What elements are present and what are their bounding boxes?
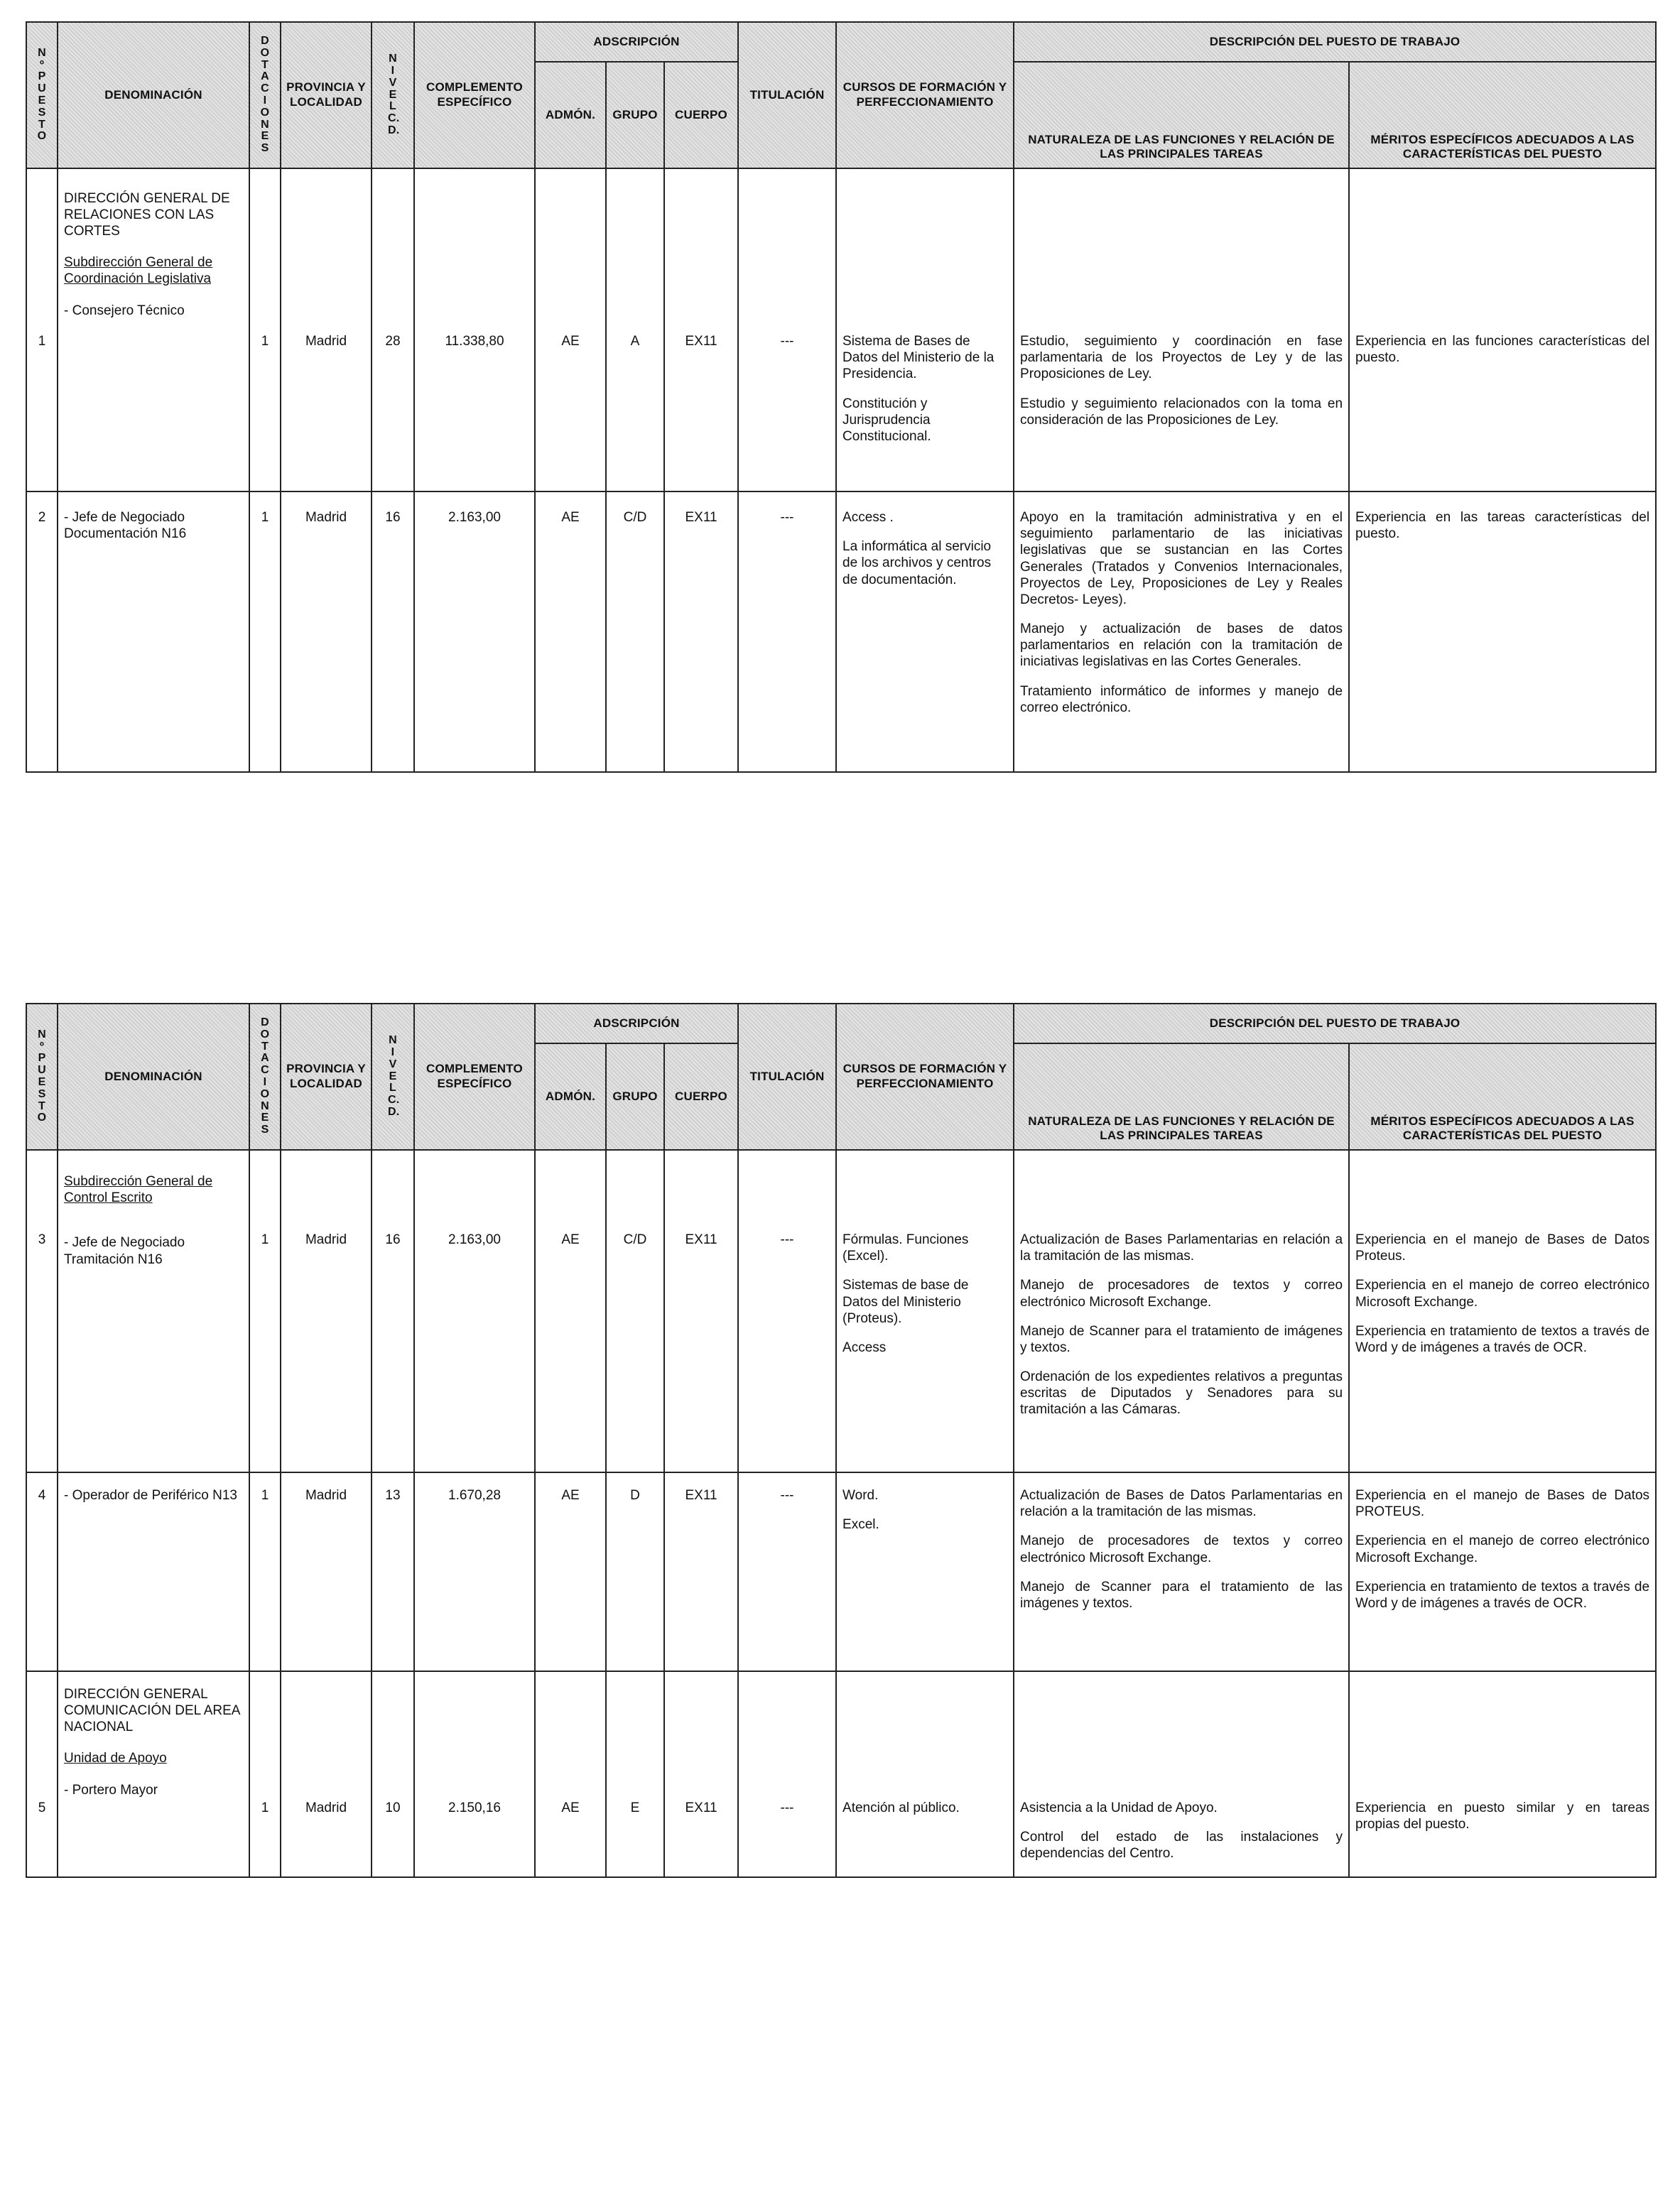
complemento-value: 11.338,80 — [445, 334, 504, 349]
curso-item: Sistemas de base de Datos del Ministerio (Proteus). — [842, 1278, 969, 1326]
header-provincia: PROVINCIA Y LOCALIDAD — [281, 1004, 372, 1150]
header-grupo: GRUPO — [606, 62, 664, 168]
naturaleza-item: Tratamiento informático de informes y manejo de correo electrónico. — [1020, 683, 1343, 715]
cuerpo-value: EX11 — [685, 1232, 717, 1247]
job-table-1 — [26, 21, 1657, 773]
table-row — [26, 168, 1656, 491]
curso-item: Excel. — [842, 1517, 879, 1533]
nivel-value: 13 — [385, 1488, 401, 1503]
nivel-value: 10 — [385, 1800, 401, 1815]
naturaleza-item: Control del estado de las instalaciones y dependencias del Centro. — [1020, 1830, 1343, 1862]
table-header — [26, 22, 1656, 168]
cuerpo-value: EX11 — [685, 1488, 717, 1503]
provincia-value: Madrid — [305, 334, 347, 349]
denominacion: - Operador de Periférico N13 — [64, 1488, 237, 1503]
meritos-item: Experiencia en el manejo de Bases de Datos Proteus. — [1355, 1232, 1650, 1264]
table-row — [26, 1472, 1656, 1671]
meritos-item: Experiencia en las tareas características del puesto. — [1355, 510, 1650, 542]
denominacion: - Jefe de Negociado Tramitación N16 — [64, 1235, 185, 1267]
naturaleza-item: Manejo de Scanner para el tratamiento de imágenes y textos. — [1020, 1323, 1343, 1355]
cuerpo-value: EX11 — [685, 1800, 717, 1815]
header-naturaleza: NATURALEZA DE LAS FUNCIONES Y RELACIÓN DE LAS PRINCIPALES TAREAS — [1014, 1043, 1349, 1150]
table-row — [26, 1671, 1656, 1877]
meritos-item: Experiencia en el manejo de Bases de Datos PROTEUS. — [1355, 1488, 1650, 1520]
header-cursos: CURSOS DE FORMACIÓN Y PERFECCIONAMIENTO — [836, 22, 1014, 168]
naturaleza-item: Actualización de Bases Parlamentarias en relación a la tramitación de las mismas. — [1020, 1232, 1343, 1264]
denominacion: - Consejero Técnico — [64, 303, 185, 318]
table-row — [26, 491, 1656, 772]
row-num: 5 — [38, 1800, 46, 1815]
admon-value: AE — [561, 510, 580, 525]
grupo-value: C/D — [623, 1232, 647, 1247]
unit-title: DIRECCIÓN GENERAL DE RELACIONES CON LAS CORTES — [64, 191, 230, 239]
header-denominacion: DENOMINACIÓN — [58, 1004, 249, 1150]
header-descripcion: DESCRIPCIÓN DEL PUESTO DE TRABAJO — [1014, 1004, 1656, 1043]
unit-title: DIRECCIÓN GENERAL COMUNICACIÓN DEL AREA NACIONAL — [64, 1687, 240, 1735]
complemento-value: 2.150,16 — [448, 1800, 501, 1815]
header-nivel: NIVEL C.D. — [372, 22, 414, 168]
titulacion-value: --- — [780, 510, 794, 525]
naturaleza-item: Asistencia a la Unidad de Apoyo. — [1020, 1800, 1218, 1815]
header-adscripcion: ADSCRIPCIÓN — [535, 1004, 738, 1043]
dotaciones-value: 1 — [261, 1232, 269, 1247]
header-complemento: COMPLEMENTO ESPECÍFICO — [414, 1004, 535, 1150]
table-row — [26, 1150, 1656, 1472]
cuerpo-value: EX11 — [685, 334, 717, 349]
naturaleza-item: Actualización de Bases de Datos Parlamentarias en relación a la tramitación de las mismas. — [1020, 1488, 1343, 1520]
header-titulacion: TITULACIÓN — [738, 22, 836, 168]
curso-item: Word. — [842, 1488, 879, 1503]
meritos-item: Experiencia en tratamiento de textos a través de Word y de imágenes a través de OCR. — [1355, 1579, 1650, 1611]
header-dotaciones: DOTACIONES — [249, 1004, 281, 1150]
provincia-value: Madrid — [305, 1488, 347, 1503]
header-meritos: MÉRITOS ESPECÍFICOS ADECUADOS A LAS CARACTERÍSTICAS DEL PUESTO — [1349, 1043, 1656, 1150]
header-meritos: MÉRITOS ESPECÍFICOS ADECUADOS A LAS CARACTERÍSTICAS DEL PUESTO — [1349, 62, 1656, 168]
curso-item: Constitución y Jurisprudencia Constitucional. — [842, 396, 931, 444]
provincia-value: Madrid — [305, 510, 347, 525]
header-nivel: NIVEL C.D. — [372, 1004, 414, 1150]
naturaleza-item: Manejo de procesadores de textos y correo electrónico Microsoft Exchange. — [1020, 1278, 1343, 1310]
admon-value: AE — [561, 1488, 580, 1503]
row-num: 4 — [38, 1488, 46, 1503]
curso-item: Fórmulas. Funciones (Excel). — [842, 1232, 969, 1264]
meritos-item: Experiencia en puesto similar y en tareas propias del puesto. — [1355, 1800, 1650, 1832]
complemento-value: 2.163,00 — [448, 510, 501, 525]
complemento-value: 2.163,00 — [448, 1232, 501, 1247]
denominacion: - Portero Mayor — [64, 1782, 158, 1798]
curso-item: Sistema de Bases de Datos del Ministerio de la Presidencia. — [842, 334, 995, 382]
job-table-2 — [26, 1003, 1657, 1878]
provincia-value: Madrid — [305, 1800, 347, 1815]
dotaciones-value: 1 — [261, 1488, 269, 1503]
dotaciones-value: 1 — [261, 1800, 269, 1815]
naturaleza-item: Estudio y seguimiento relacionados con la toma en consideración de las Proposiciones de Ley. — [1020, 396, 1343, 428]
grupo-value: D — [630, 1488, 640, 1503]
naturaleza-item: Ordenación de los expedientes relativos a preguntas escritas de Diputados y Senadores para su tramitación a las Cámaras. — [1020, 1369, 1343, 1418]
header-adscripcion: ADSCRIPCIÓN — [535, 22, 738, 62]
subunit-title: Subdirección General de Coordinación Legislativa — [64, 254, 213, 286]
header-naturaleza: NATURALEZA DE LAS FUNCIONES Y RELACIÓN DE LAS PRINCIPALES TAREAS — [1014, 62, 1349, 168]
naturaleza-item: Estudio, seguimiento y coordinación en fase parlamentaria de los Proyectos de Ley y de las Proposiciones de Ley. — [1020, 334, 1343, 382]
titulacion-value: --- — [780, 1488, 794, 1503]
meritos-item: Experiencia en las funciones características del puesto. — [1355, 334, 1650, 366]
subunit-title: Subdirección General de Control Escrito — [64, 1174, 213, 1206]
table-header — [26, 1004, 1656, 1150]
naturaleza-item: Manejo y actualización de bases de datos parlamentarios en relación con la tramitación de iniciativas legislativas en las Cortes Generales. — [1020, 621, 1343, 670]
header-descripcion: DESCRIPCIÓN DEL PUESTO DE TRABAJO — [1014, 22, 1656, 62]
titulacion-value: --- — [780, 334, 794, 349]
header-complemento: COMPLEMENTO ESPECÍFICO — [414, 22, 535, 168]
header-cuerpo: CUERPO — [664, 1043, 738, 1150]
meritos-item: Experiencia en el manejo de correo electrónico Microsoft Exchange. — [1355, 1278, 1650, 1310]
titulacion-value: --- — [780, 1232, 794, 1247]
admon-value: AE — [561, 334, 580, 349]
row-num: 3 — [38, 1232, 46, 1247]
header-cuerpo: CUERPO — [664, 62, 738, 168]
naturaleza-item: Apoyo en la tramitación administrativa y en el seguimiento parlamentario de las iniciativas legislativas que se sustancian en las Cortes Generales (Tratados y Convenios Internacionales, Proyectos de Ley, Proposiciones de Ley y Reales Decretos- Leyes). — [1020, 510, 1343, 607]
header-num: Nº PUESTO — [26, 1004, 58, 1150]
meritos-item: Experiencia en tratamiento de textos a través de Word y de imágenes a través de OCR. — [1355, 1323, 1650, 1355]
grupo-value: C/D — [623, 510, 647, 525]
header-admon: ADMÓN. — [535, 62, 606, 168]
subunit-title: Unidad de Apoyo — [64, 1750, 167, 1766]
header-dotaciones: DOTACIONES — [249, 22, 281, 168]
admon-value: AE — [561, 1232, 580, 1247]
grupo-value: E — [630, 1800, 640, 1815]
row-num: 1 — [38, 334, 46, 349]
header-denominacion: DENOMINACIÓN — [58, 22, 249, 168]
curso-item: Atención al público. — [842, 1800, 960, 1815]
naturaleza-item: Manejo de Scanner para el tratamiento de las imágenes y textos. — [1020, 1579, 1343, 1611]
nivel-value: 16 — [385, 510, 401, 525]
curso-item: Access — [842, 1340, 887, 1355]
nivel-value: 28 — [385, 334, 401, 349]
header-titulacion: TITULACIÓN — [738, 1004, 836, 1150]
curso-item: La informática al servicio de los archivos y centros de documentación. — [842, 539, 992, 587]
header-cursos: CURSOS DE FORMACIÓN Y PERFECCIONAMIENTO — [836, 1004, 1014, 1150]
header-admon: ADMÓN. — [535, 1043, 606, 1150]
cuerpo-value: EX11 — [685, 510, 717, 525]
denominacion: - Jefe de Negociado Documentación N16 — [64, 510, 187, 542]
titulacion-value: --- — [780, 1800, 794, 1815]
complemento-value: 1.670,28 — [448, 1488, 501, 1503]
header-grupo: GRUPO — [606, 1043, 664, 1150]
header-num: Nº PUESTO — [26, 22, 58, 168]
meritos-item: Experiencia en el manejo de correo electrónico Microsoft Exchange. — [1355, 1533, 1650, 1565]
dotaciones-value: 1 — [261, 510, 269, 525]
provincia-value: Madrid — [305, 1232, 347, 1247]
nivel-value: 16 — [385, 1232, 401, 1247]
grupo-value: A — [630, 334, 640, 349]
curso-item: Access . — [842, 510, 894, 525]
dotaciones-value: 1 — [261, 334, 269, 349]
admon-value: AE — [561, 1800, 580, 1815]
naturaleza-item: Manejo de procesadores de textos y correo electrónico Microsoft Exchange. — [1020, 1533, 1343, 1565]
header-provincia: PROVINCIA Y LOCALIDAD — [281, 22, 372, 168]
row-num: 2 — [38, 510, 46, 525]
